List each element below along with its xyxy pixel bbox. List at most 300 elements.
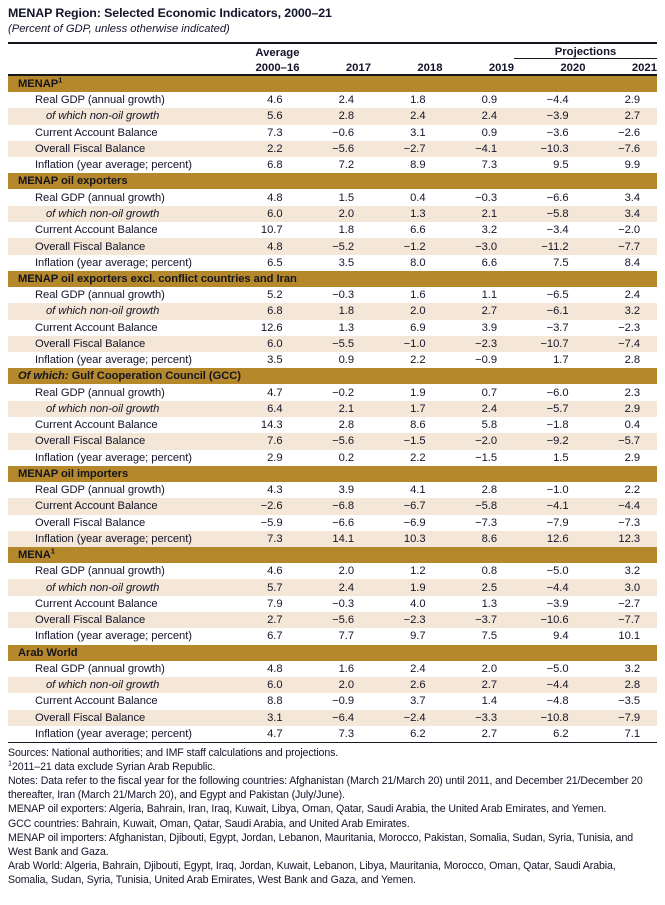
row-value: −4.8 bbox=[546, 695, 569, 708]
row-label: Current Account Balance bbox=[35, 695, 158, 708]
section-title bbox=[8, 645, 657, 661]
section-title-text: MENAP bbox=[18, 78, 59, 90]
row-value: −6.6 bbox=[546, 191, 569, 204]
table-row bbox=[8, 125, 657, 141]
table-row bbox=[8, 222, 657, 238]
table-footer bbox=[8, 743, 657, 744]
row-value: 6.6 bbox=[481, 256, 497, 269]
table-row bbox=[8, 498, 657, 514]
table-row bbox=[8, 628, 657, 644]
row-value: 2.2 bbox=[410, 451, 426, 464]
row-value: 2.1 bbox=[300, 401, 372, 417]
header-years-row bbox=[8, 59, 657, 75]
row-value: 1.6 bbox=[338, 662, 354, 675]
section-title-prefix: Of which: bbox=[18, 370, 72, 383]
row-value: −6.1 bbox=[514, 303, 586, 319]
row-value: −7.3 bbox=[475, 516, 497, 529]
note-oil-exporters: MENAP oil exporters: Algeria, Bahrain, Iran, Iraq, Kuwait, Libya, Oman, Qatar, Saudi Arabia, the United Arab Emirates, and Yemen. bbox=[8, 803, 607, 816]
row-label: of which non-oil growth bbox=[8, 108, 228, 124]
table-row bbox=[8, 255, 657, 271]
row-label: Overall Fiscal Balance bbox=[8, 141, 228, 157]
header-year-2019: 2019 bbox=[488, 62, 514, 74]
table-row bbox=[8, 693, 657, 709]
row-label: of which non-oil growth bbox=[8, 206, 228, 222]
row-value: 0.4 bbox=[624, 419, 640, 432]
row-value: 6.8 bbox=[228, 303, 300, 319]
row-value: 9.7 bbox=[410, 630, 426, 643]
row-value: 3.0 bbox=[586, 579, 658, 595]
row-value: 7.5 bbox=[481, 630, 497, 643]
table-row bbox=[8, 92, 657, 108]
header-spacer-2019 bbox=[443, 44, 515, 59]
row-label: Real GDP (annual growth) bbox=[35, 191, 165, 204]
row-value: 8.9 bbox=[410, 159, 426, 172]
row-value: −5.2 bbox=[300, 238, 372, 254]
row-value: 3.2 bbox=[624, 662, 640, 675]
row-value: −2.6 bbox=[228, 498, 300, 514]
row-value: −2.3 bbox=[443, 336, 515, 352]
row-value: 3.9 bbox=[338, 484, 354, 497]
row-value: −0.3 bbox=[332, 289, 354, 302]
row-value: 0.2 bbox=[338, 451, 354, 464]
economic-indicators-table bbox=[8, 42, 657, 743]
row-label: Real GDP (annual growth) bbox=[35, 289, 165, 302]
row-value: 6.0 bbox=[228, 206, 300, 222]
row-value: −3.0 bbox=[443, 238, 515, 254]
row-value: 0.9 bbox=[481, 94, 497, 107]
row-value: −2.4 bbox=[371, 710, 443, 726]
table-row bbox=[8, 238, 657, 254]
section-header-row bbox=[8, 368, 657, 384]
row-value: 4.7 bbox=[267, 386, 283, 399]
row-value: −6.6 bbox=[332, 516, 354, 529]
section-header-row bbox=[8, 645, 657, 661]
row-value: −3.5 bbox=[618, 695, 640, 708]
row-value: 2.4 bbox=[443, 108, 515, 124]
row-value: 2.0 bbox=[300, 677, 372, 693]
row-value: 4.0 bbox=[410, 597, 426, 610]
row-value: 7.7 bbox=[338, 630, 354, 643]
row-value: 10.7 bbox=[260, 224, 283, 237]
row-value: 7.1 bbox=[624, 727, 640, 740]
row-label: Current Account Balance bbox=[35, 126, 158, 139]
row-label: of which non-oil growth bbox=[8, 677, 228, 693]
table-row bbox=[8, 206, 657, 222]
table-row bbox=[8, 417, 657, 433]
row-value: 2.9 bbox=[624, 94, 640, 107]
row-value: 2.4 bbox=[624, 289, 640, 302]
row-value: 3.5 bbox=[338, 256, 354, 269]
row-label: Real GDP (annual growth) bbox=[35, 662, 165, 675]
row-value: −7.9 bbox=[546, 516, 569, 529]
row-value: 2.8 bbox=[481, 484, 497, 497]
row-value: −5.8 bbox=[514, 206, 586, 222]
row-value: −1.8 bbox=[546, 419, 569, 432]
section-footnote-marker: 1 bbox=[58, 75, 63, 85]
row-value: 7.3 bbox=[228, 531, 300, 547]
row-value: 4.8 bbox=[267, 191, 283, 204]
row-value: 7.5 bbox=[553, 256, 569, 269]
row-value: 12.6 bbox=[260, 321, 283, 334]
row-value: −4.1 bbox=[443, 141, 515, 157]
row-value: −1.5 bbox=[371, 433, 443, 449]
row-value: −2.0 bbox=[618, 224, 640, 237]
row-value: −10.7 bbox=[514, 336, 586, 352]
row-value: 7.3 bbox=[481, 159, 497, 172]
table-row bbox=[8, 677, 657, 693]
row-value: 8.8 bbox=[267, 695, 283, 708]
row-value: 0.7 bbox=[481, 386, 497, 399]
header-year-2018: 2018 bbox=[417, 62, 443, 74]
row-label: Inflation (year average; percent) bbox=[35, 256, 192, 269]
row-value: −5.5 bbox=[300, 336, 372, 352]
row-value: 1.8 bbox=[410, 94, 426, 107]
table-row bbox=[8, 320, 657, 336]
row-value: 4.8 bbox=[267, 662, 283, 675]
row-value: 14.1 bbox=[300, 531, 372, 547]
row-value: 2.8 bbox=[338, 419, 354, 432]
table-row bbox=[8, 612, 657, 628]
row-value: −5.6 bbox=[300, 141, 372, 157]
row-value: 9.9 bbox=[624, 159, 640, 172]
row-value: 2.6 bbox=[371, 677, 443, 693]
section-footnote-marker: 1 bbox=[50, 546, 55, 556]
projections-header-row bbox=[8, 44, 657, 59]
row-value: 10.3 bbox=[371, 531, 443, 547]
row-label: Inflation (year average; percent) bbox=[35, 727, 192, 740]
section-header-row bbox=[8, 271, 657, 287]
row-value: 3.1 bbox=[228, 710, 300, 726]
row-value: 3.4 bbox=[624, 191, 640, 204]
table-row bbox=[8, 352, 657, 368]
section-header-row bbox=[8, 547, 657, 563]
table-row bbox=[8, 401, 657, 417]
page-title: MENAP Region: Selected Economic Indicators, 2000–21 bbox=[8, 6, 332, 20]
row-value: 3.7 bbox=[410, 695, 426, 708]
row-value: 2.9 bbox=[267, 451, 283, 464]
section-title-text: MENAP oil importers bbox=[18, 467, 129, 480]
header-label-column bbox=[8, 59, 228, 75]
row-label: Overall Fiscal Balance bbox=[35, 516, 146, 529]
row-value: 6.5 bbox=[267, 256, 283, 269]
row-value: 2.5 bbox=[443, 579, 515, 595]
row-value: −0.2 bbox=[332, 386, 354, 399]
row-label: Inflation (year average; percent) bbox=[8, 531, 228, 547]
table-row bbox=[8, 336, 657, 352]
row-value: 1.7 bbox=[553, 354, 569, 367]
row-value: −3.7 bbox=[443, 612, 515, 628]
row-value: 8.0 bbox=[410, 256, 426, 269]
row-value: 5.2 bbox=[267, 289, 283, 302]
header-spacer-2018 bbox=[371, 44, 443, 59]
row-value: 4.6 bbox=[267, 94, 283, 107]
row-value: −6.8 bbox=[300, 498, 372, 514]
row-value: 1.8 bbox=[300, 303, 372, 319]
row-label: Current Account Balance bbox=[35, 321, 158, 334]
note-footnote-1 bbox=[8, 760, 657, 774]
table-row bbox=[8, 563, 657, 579]
row-value: −0.3 bbox=[475, 191, 497, 204]
row-value: −0.9 bbox=[332, 695, 354, 708]
row-value: −5.0 bbox=[546, 662, 569, 675]
row-value: −7.6 bbox=[586, 141, 658, 157]
projections-label: Projections bbox=[514, 44, 657, 59]
row-label: Overall Fiscal Balance bbox=[8, 238, 228, 254]
row-value: 2.2 bbox=[410, 354, 426, 367]
row-value: 6.2 bbox=[553, 727, 569, 740]
row-value: −1.0 bbox=[546, 484, 569, 497]
row-value: −2.6 bbox=[618, 126, 640, 139]
row-value: −4.4 bbox=[514, 677, 586, 693]
row-value: 12.6 bbox=[514, 531, 586, 547]
row-value: 5.7 bbox=[228, 579, 300, 595]
table-row bbox=[8, 579, 657, 595]
row-value: 1.5 bbox=[338, 191, 354, 204]
row-value: 14.3 bbox=[260, 419, 283, 432]
section-title bbox=[8, 271, 657, 287]
row-value: −0.9 bbox=[475, 354, 497, 367]
table-row bbox=[8, 531, 657, 547]
row-value: −4.1 bbox=[514, 498, 586, 514]
row-value: 2.8 bbox=[624, 354, 640, 367]
row-label: Overall Fiscal Balance bbox=[8, 336, 228, 352]
row-value: 1.3 bbox=[371, 206, 443, 222]
row-value: 1.3 bbox=[338, 321, 354, 334]
row-value: −6.7 bbox=[371, 498, 443, 514]
row-value: 2.4 bbox=[300, 579, 372, 595]
row-value: −1.0 bbox=[371, 336, 443, 352]
row-value: 2.2 bbox=[228, 141, 300, 157]
table-notes bbox=[8, 746, 657, 887]
note-arab-world: Arab World: Algeria, Bahrain, Djibouti, Egypt, Iraq, Jordan, Kuwait, Lebanon, Libya, Mauritania, Morocco, Oman, Qatar, Saudi Arabia, Somalia, Sudan, Syria, Tunisia, United Arab Emirates, West Bank and Gaza, and Yemen. bbox=[8, 859, 616, 886]
row-label: Inflation (year average; percent) bbox=[35, 354, 192, 367]
table-row bbox=[8, 157, 657, 173]
table-row bbox=[8, 482, 657, 498]
row-value: 1.9 bbox=[371, 579, 443, 595]
header-average-line1: Average bbox=[255, 46, 300, 59]
row-value: 8.6 bbox=[443, 531, 515, 547]
table-row bbox=[8, 515, 657, 531]
row-value: −3.4 bbox=[546, 224, 569, 237]
row-value: 0.8 bbox=[481, 565, 497, 578]
table-row bbox=[8, 661, 657, 677]
row-value: 1.8 bbox=[338, 224, 354, 237]
row-value: −2.3 bbox=[618, 321, 640, 334]
row-value: −0.6 bbox=[332, 126, 354, 139]
section-title-text: MENAP oil exporters bbox=[18, 175, 128, 188]
section-header-row bbox=[8, 173, 657, 189]
bottom-rule bbox=[8, 743, 657, 744]
row-value: 3.1 bbox=[410, 126, 426, 139]
row-value: 1.9 bbox=[410, 386, 426, 399]
row-value: −7.7 bbox=[586, 238, 658, 254]
row-value: 0.9 bbox=[481, 126, 497, 139]
row-value: 2.0 bbox=[481, 662, 497, 675]
table-row bbox=[8, 303, 657, 319]
row-value: 2.0 bbox=[300, 206, 372, 222]
row-value: −3.9 bbox=[546, 597, 569, 610]
row-label: of which non-oil growth bbox=[8, 401, 228, 417]
row-value: −3.7 bbox=[546, 321, 569, 334]
row-value: −1.5 bbox=[475, 451, 497, 464]
row-value: 1.5 bbox=[553, 451, 569, 464]
header-average-line2: 2000–16 bbox=[255, 62, 300, 74]
table-row bbox=[8, 726, 657, 743]
section-title bbox=[8, 173, 657, 189]
row-value: 8.6 bbox=[410, 419, 426, 432]
row-value: −2.3 bbox=[371, 612, 443, 628]
row-value: −3.9 bbox=[514, 108, 586, 124]
row-value: 1.1 bbox=[481, 289, 497, 302]
row-value: −5.7 bbox=[586, 433, 658, 449]
row-value: 2.3 bbox=[624, 386, 640, 399]
row-value: 1.4 bbox=[481, 695, 497, 708]
row-label: Overall Fiscal Balance bbox=[8, 612, 228, 628]
row-value: 2.0 bbox=[338, 565, 354, 578]
row-value: −1.2 bbox=[371, 238, 443, 254]
row-value: −5.9 bbox=[260, 516, 283, 529]
row-value: −5.6 bbox=[300, 433, 372, 449]
row-value: 2.4 bbox=[410, 662, 426, 675]
row-label: Current Account Balance bbox=[8, 498, 228, 514]
section-title bbox=[8, 75, 657, 92]
row-value: 0.9 bbox=[338, 354, 354, 367]
row-value: 2.4 bbox=[338, 94, 354, 107]
section-header-row bbox=[8, 75, 657, 92]
row-value: 2.7 bbox=[443, 677, 515, 693]
row-label: Real GDP (annual growth) bbox=[35, 386, 165, 399]
row-label: Inflation (year average; percent) bbox=[35, 159, 192, 172]
row-value: 7.9 bbox=[267, 597, 283, 610]
row-value: 7.6 bbox=[228, 433, 300, 449]
row-value: −7.4 bbox=[586, 336, 658, 352]
row-value: 2.7 bbox=[443, 303, 515, 319]
table-row bbox=[8, 384, 657, 400]
row-value: 7.3 bbox=[267, 126, 283, 139]
row-value: 0.4 bbox=[410, 191, 426, 204]
row-value: −6.9 bbox=[403, 516, 426, 529]
row-value: 3.9 bbox=[481, 321, 497, 334]
row-label: Current Account Balance bbox=[35, 597, 158, 610]
row-value: 3.2 bbox=[624, 565, 640, 578]
row-value: 10.1 bbox=[618, 630, 640, 643]
row-value: −2.0 bbox=[443, 433, 515, 449]
row-value: 6.2 bbox=[410, 727, 426, 740]
row-value: −0.3 bbox=[332, 597, 354, 610]
row-value: 2.4 bbox=[371, 108, 443, 124]
row-label: Real GDP (annual growth) bbox=[35, 94, 165, 107]
row-value: −7.7 bbox=[586, 612, 658, 628]
row-value: 4.6 bbox=[267, 565, 283, 578]
row-value: 6.8 bbox=[267, 159, 283, 172]
row-value: 1.3 bbox=[481, 597, 497, 610]
row-value: −5.0 bbox=[546, 565, 569, 578]
row-value: 5.8 bbox=[481, 419, 497, 432]
row-label: Current Account Balance bbox=[35, 419, 158, 432]
row-label: Overall Fiscal Balance bbox=[8, 710, 228, 726]
row-value: 1.2 bbox=[410, 565, 426, 578]
row-value: 9.4 bbox=[553, 630, 569, 643]
row-value: 6.0 bbox=[228, 677, 300, 693]
section-title bbox=[8, 547, 657, 563]
row-value: 4.3 bbox=[267, 484, 283, 497]
row-value: 4.8 bbox=[228, 238, 300, 254]
table-row bbox=[8, 450, 657, 466]
row-value: 2.7 bbox=[481, 727, 497, 740]
row-label: Current Account Balance bbox=[35, 224, 158, 237]
header-year-2021: 2021 bbox=[631, 62, 657, 74]
row-value: −10.8 bbox=[514, 710, 586, 726]
row-value: 2.8 bbox=[300, 108, 372, 124]
row-value: −5.8 bbox=[443, 498, 515, 514]
row-value: 6.0 bbox=[228, 336, 300, 352]
table-row bbox=[8, 189, 657, 205]
page-subtitle: (Percent of GDP, unless otherwise indicated) bbox=[8, 23, 230, 35]
row-value: −10.6 bbox=[514, 612, 586, 628]
header-year-2017: 2017 bbox=[345, 62, 371, 74]
row-value: 9.5 bbox=[553, 159, 569, 172]
row-value: −4.4 bbox=[514, 579, 586, 595]
row-value: 3.4 bbox=[586, 206, 658, 222]
row-value: 6.9 bbox=[410, 321, 426, 334]
row-value: −4.4 bbox=[586, 498, 658, 514]
row-label: of which non-oil growth bbox=[8, 579, 228, 595]
row-value: 4.1 bbox=[410, 484, 426, 497]
row-value: −11.2 bbox=[514, 238, 586, 254]
row-value: 2.7 bbox=[228, 612, 300, 628]
row-value: 12.3 bbox=[586, 531, 658, 547]
row-value: 5.6 bbox=[228, 108, 300, 124]
row-label: Overall Fiscal Balance bbox=[8, 433, 228, 449]
table-row bbox=[8, 108, 657, 124]
row-value: −2.7 bbox=[371, 141, 443, 157]
section-title-text: Arab World bbox=[18, 646, 78, 659]
table-body bbox=[8, 75, 657, 743]
header-year-2020: 2020 bbox=[560, 62, 586, 74]
row-label: Real GDP (annual growth) bbox=[35, 484, 165, 497]
row-value: 2.2 bbox=[624, 484, 640, 497]
header-spacer-2017 bbox=[300, 44, 372, 59]
table-row bbox=[8, 710, 657, 726]
row-value: 2.8 bbox=[586, 677, 658, 693]
row-value: −6.4 bbox=[300, 710, 372, 726]
row-value: −2.7 bbox=[618, 597, 640, 610]
row-value: 3.2 bbox=[586, 303, 658, 319]
table-row bbox=[8, 287, 657, 303]
row-value: 4.7 bbox=[267, 727, 283, 740]
row-value: −3.6 bbox=[546, 126, 569, 139]
section-title bbox=[8, 368, 657, 384]
row-value: −5.6 bbox=[300, 612, 372, 628]
note-oil-importers: MENAP oil importers: Afghanistan, Djibouti, Egypt, Jordan, Lebanon, Mauritania, Morocco, Pakistan, Somalia, Sudan, Syria, Tunisia, and West Bank and Gaza. bbox=[8, 831, 633, 858]
table-row bbox=[8, 433, 657, 449]
row-value: −5.7 bbox=[514, 401, 586, 417]
row-value: 3.2 bbox=[481, 224, 497, 237]
row-value: 6.6 bbox=[410, 224, 426, 237]
row-value: 1.7 bbox=[371, 401, 443, 417]
row-value: 2.0 bbox=[371, 303, 443, 319]
row-value: 2.9 bbox=[624, 451, 640, 464]
row-value: −10.3 bbox=[514, 141, 586, 157]
row-value: −6.0 bbox=[546, 386, 569, 399]
row-value: 7.2 bbox=[338, 159, 354, 172]
row-label: Inflation (year average; percent) bbox=[35, 630, 192, 643]
row-value: 8.4 bbox=[624, 256, 640, 269]
table-row bbox=[8, 596, 657, 612]
section-title-text: MENAP oil exporters excl. conflict countries and Iran bbox=[18, 272, 297, 285]
section-title-text: Gulf Cooperation Council (GCC) bbox=[71, 370, 241, 383]
footnote-1-text: 2011–21 data exclude Syrian Arab Republic. bbox=[12, 761, 216, 774]
